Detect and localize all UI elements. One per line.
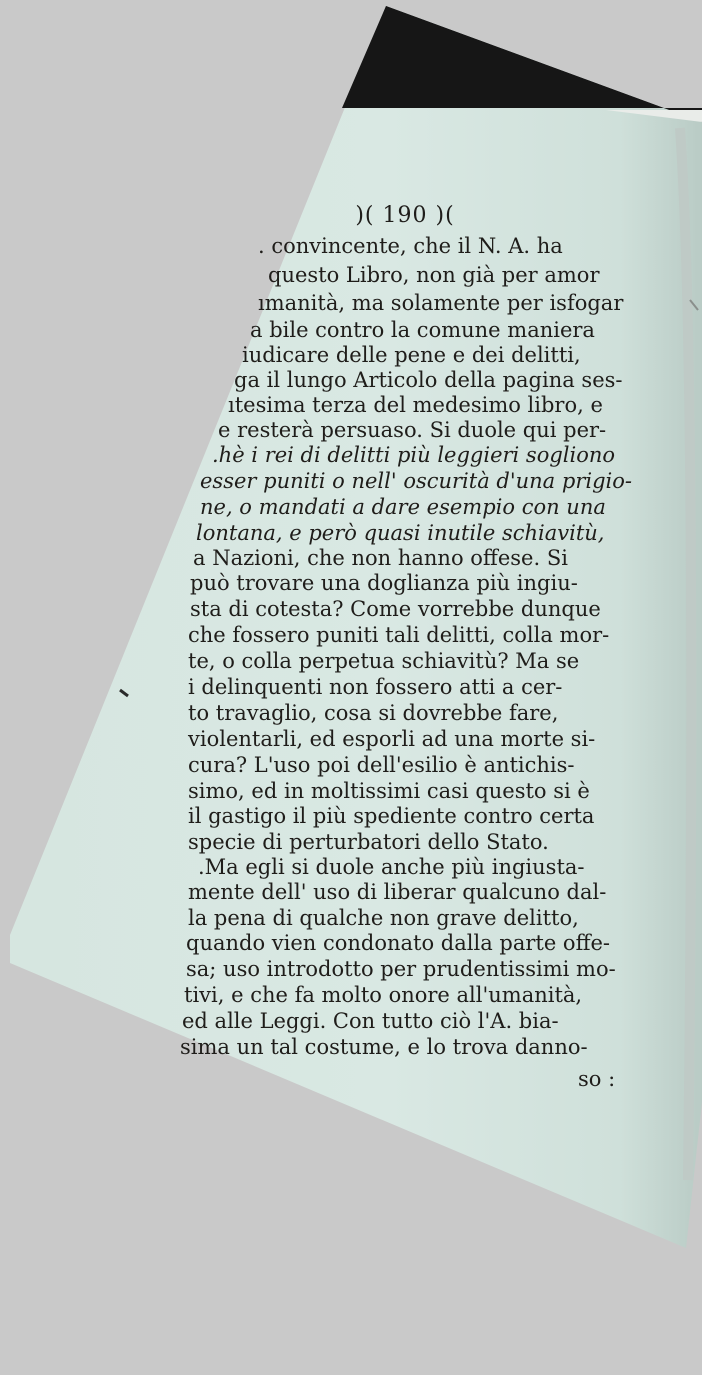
text-line: mente dell' uso di liberar qualcuno dal- bbox=[188, 880, 607, 904]
text-line: i delinquenti non fossero atti a cer- bbox=[188, 675, 563, 699]
text-line: questo Libro, non già per amor bbox=[268, 263, 600, 287]
text-line: quando vien condonato dalla parte offe- bbox=[186, 931, 611, 955]
text-line: .Ma egli si duole anche più ingiusta- bbox=[198, 855, 585, 879]
text-line: specie di perturbatori dello Stato. bbox=[188, 830, 549, 854]
text-line: ne, o mandati a dare esempio con una bbox=[200, 495, 606, 519]
text-line: to travaglio, cosa si dovrebbe fare, bbox=[188, 701, 559, 725]
text-line: simo, ed in moltissimi casi questo si è bbox=[188, 779, 590, 803]
text-line: te, o colla perpetua schiavitù? Ma se bbox=[188, 649, 580, 673]
text-line: a bile contro la comune maniera bbox=[250, 318, 595, 342]
text-line: il gastigo il più spediente contro certa bbox=[188, 804, 595, 828]
text-line: ımanità, ma solamente per isfogar bbox=[258, 291, 624, 315]
text-line: ed alle Leggi. Con tutto ciò l'A. bia- bbox=[182, 1009, 559, 1033]
text-line: ıtesima terza del medesimo libro, e bbox=[228, 393, 603, 417]
text-line: . convincente, che il N. A. ha bbox=[258, 234, 563, 258]
text-line: lontana, e però quasi inutile schiavitù, bbox=[196, 521, 605, 545]
text-line: che fossero puniti tali delitti, colla mor- bbox=[188, 623, 610, 647]
catchword: so : bbox=[578, 1067, 616, 1091]
text-line: sima un tal costume, e lo trova danno- bbox=[180, 1035, 588, 1059]
page-number-header: )( 190 )( bbox=[355, 203, 455, 228]
text-line: cura? L'uso poi dell'esilio è antichis- bbox=[188, 753, 575, 777]
text-line: tivi, e che fa molto onore all'umanità, bbox=[184, 983, 583, 1007]
text-line: a Nazioni, che non hanno offese. Si bbox=[193, 546, 568, 570]
text-line: sta di cotesta? Come vorrebbe dunque bbox=[190, 597, 601, 621]
text-line: .hè i rei di delitti più leggieri sogliono bbox=[212, 443, 616, 467]
text-line: la pena di qualche non grave delitto, bbox=[188, 906, 579, 930]
text-line: esser puniti o nell' oscurità d'una prigio- bbox=[200, 469, 632, 493]
text-line: e resterà persuaso. Si duole qui per- bbox=[218, 418, 607, 442]
text-line: può trovare una doglianza più ingiu- bbox=[190, 571, 578, 595]
text-line: sa; uso introdotto per prudentissimi mo- bbox=[186, 957, 616, 981]
text-line: ga il lungo Articolo della pagina ses- bbox=[234, 368, 623, 392]
text-line: iudicare delle pene e dei delitti, bbox=[242, 343, 581, 367]
text-line: violentarli, ed esporli ad una morte si- bbox=[188, 727, 596, 751]
